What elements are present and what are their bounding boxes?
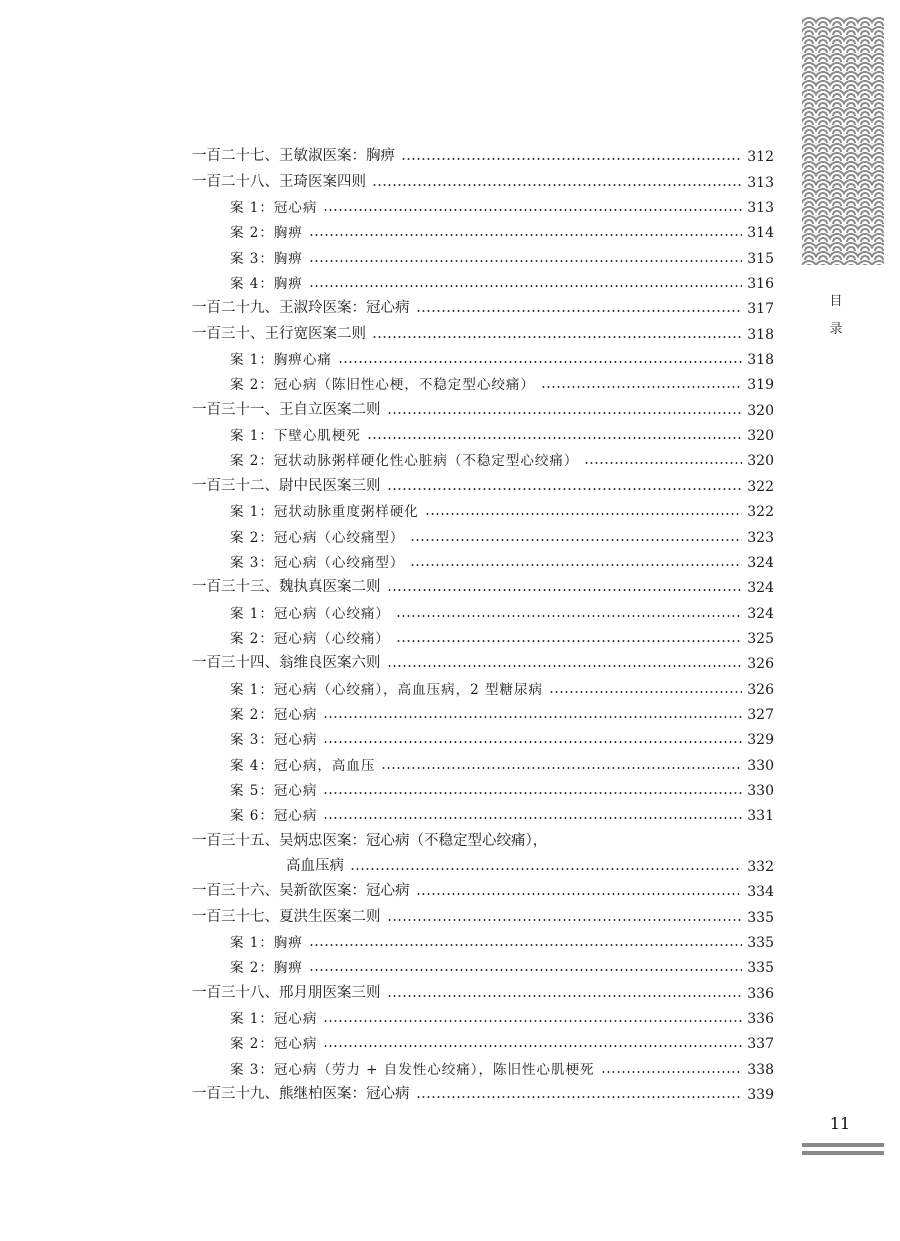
toc-entry	[192, 571, 774, 596]
toc-entry	[192, 267, 774, 292]
toc-entry-page: 337	[747, 1036, 774, 1053]
toc-entry-page: 326	[747, 681, 774, 698]
toc-entry-title: 案 1：胸痹心痛	[230, 352, 332, 369]
toc-entry	[192, 317, 774, 342]
toc-entry-page: 320	[747, 402, 774, 419]
toc-entry-page: 317	[747, 301, 774, 318]
toc-entry-title: 一百二十九、王淑玲医案：冠心病	[192, 300, 410, 317]
toc-entry-page: 320	[747, 428, 774, 445]
toc-entry-title: 一百三十二、尉中民医案三则	[192, 477, 381, 494]
toc-entry-page: 330	[747, 782, 774, 799]
toc-leader-dots	[338, 361, 742, 363]
toc-entry	[192, 824, 774, 849]
toc-entry	[192, 723, 774, 748]
toc-leader-dots	[387, 919, 743, 921]
toc-entry-page: 318	[747, 352, 774, 369]
toc-leader-dots	[309, 969, 742, 971]
toc-entry-title: 案 2：冠心病	[230, 706, 318, 723]
toc-leader-dots	[416, 1096, 743, 1098]
toc-entry-page: 322	[747, 504, 774, 521]
toc-entry	[192, 1002, 774, 1027]
toc-entry	[192, 926, 774, 951]
toc-entry	[192, 165, 774, 190]
toc-entry	[192, 140, 774, 165]
toc-leader-dots	[396, 640, 742, 642]
toc-entry	[192, 1027, 774, 1052]
toc-entry	[192, 393, 774, 418]
toc-entry-page: 336	[747, 1011, 774, 1028]
toc-entry-page: 335	[747, 960, 774, 977]
toc-leader-dots	[323, 1020, 742, 1022]
toc-entry-title: 案 4：冠心病，高血压	[230, 757, 376, 774]
toc-entry	[192, 850, 774, 875]
toc-entry-page: 326	[747, 656, 774, 673]
toc-entry	[192, 875, 774, 900]
toc-entry	[192, 343, 774, 368]
toc-entry-title: 案 2：冠心病（心绞痛）	[230, 630, 390, 647]
toc-entry	[192, 976, 774, 1001]
toc-entry-page: 320	[747, 453, 774, 470]
toc-entry	[192, 368, 774, 393]
decorative-wave-pattern	[802, 17, 884, 265]
toc-entry	[192, 1078, 774, 1103]
toc-leader-dots	[309, 260, 742, 262]
toc-leader-dots	[410, 539, 742, 541]
toc-entry-page: 327	[747, 706, 774, 723]
toc-leader-dots	[416, 310, 743, 312]
toc-entry	[192, 292, 774, 317]
toc-entry	[192, 799, 774, 824]
toc-entry-page: 330	[747, 757, 774, 774]
toc-leader-dots	[387, 488, 743, 490]
toc-leader-dots	[601, 1071, 742, 1073]
toc-entry-page: 319	[747, 377, 774, 394]
toc-entry-page: 313	[747, 200, 774, 217]
toc-entry-title: 案 1：冠心病（心绞痛），高血压病，2 型糖尿病	[230, 681, 544, 698]
toc-entry-page: 323	[747, 529, 774, 546]
toc-entry-page: 314	[747, 225, 774, 242]
toc-leader-dots	[350, 868, 742, 870]
toc-entry-title: 一百三十六、吴新欲医案：冠心病	[192, 883, 410, 900]
toc-leader-dots	[584, 462, 742, 464]
toc-leader-dots	[372, 336, 742, 338]
toc-entry-title: 一百三十五、吴炳忠医案：冠心病（不稳定型心绞痛），	[192, 832, 548, 849]
toc-entry-title: 一百三十七、夏洪生医案二则	[192, 908, 381, 925]
toc-entry-page: 313	[747, 174, 774, 191]
toc-leader-dots	[425, 513, 742, 515]
toc-entry	[192, 647, 774, 672]
toc-leader-dots	[381, 767, 742, 769]
toc-entry	[192, 672, 774, 697]
toc-entry-page: 324	[747, 580, 774, 597]
toc-leader-dots	[396, 615, 742, 617]
toc-entry-title: 案 1：冠状动脉重度粥样硬化	[230, 504, 419, 521]
toc-leader-dots	[387, 995, 743, 997]
toc-leader-dots	[309, 944, 742, 946]
toc-leader-dots	[323, 716, 742, 718]
toc-leader-dots	[323, 741, 742, 743]
toc-entry	[192, 596, 774, 621]
toc-entry-page: 318	[747, 326, 774, 343]
page-number: 11	[829, 1114, 851, 1133]
toc-leader-dots	[309, 234, 742, 236]
toc-entry-page: 335	[747, 935, 774, 951]
section-label: 目 录	[829, 294, 843, 337]
toc-entry-title: 一百三十八、邢月朋医案三则	[192, 984, 381, 1001]
toc-entry-page: 339	[747, 1087, 774, 1104]
toc-entry-page: 322	[747, 478, 774, 495]
toc-entry-title: 案 2：胸痹	[230, 960, 303, 977]
toc-leader-dots	[416, 893, 743, 895]
toc-entry-title: 案 3：冠心病（劳力 + 自发性心绞痛），陈旧性心肌梗死	[230, 1061, 595, 1078]
toc-entry-title: 案 1：下壁心肌梗死	[230, 428, 361, 445]
toc-leader-dots	[549, 691, 742, 693]
table-of-contents	[192, 140, 774, 1103]
toc-entry-title: 一百二十八、王琦医案四则	[192, 173, 366, 190]
toc-entry-page: 325	[747, 630, 774, 647]
toc-leader-dots	[367, 437, 742, 439]
toc-leader-dots	[323, 209, 742, 211]
toc-leader-dots	[387, 589, 743, 591]
toc-entry	[192, 191, 774, 216]
toc-entry-title: 高血压病	[286, 857, 344, 874]
toc-entry-title: 案 1：冠心病	[230, 1011, 318, 1028]
toc-entry-title: 一百二十七、王敏淑医案：胸痹	[192, 148, 395, 165]
toc-entry	[192, 546, 774, 571]
toc-leader-dots	[323, 817, 742, 819]
toc-entry-page: 316	[747, 276, 774, 293]
toc-entry-title: 案 6：冠心病	[230, 808, 318, 825]
toc-entry-page: 315	[747, 250, 774, 267]
toc-entry-title: 一百三十九、熊继柏医案：冠心病	[192, 1086, 410, 1103]
toc-entry	[192, 444, 774, 469]
toc-entry-title: 案 1：冠心病	[230, 200, 318, 217]
toc-leader-dots	[372, 184, 742, 186]
toc-entry	[192, 900, 774, 925]
toc-entry	[192, 419, 774, 444]
toc-entry-page: 329	[747, 732, 774, 749]
toc-entry	[192, 469, 774, 494]
toc-leader-dots	[387, 665, 743, 667]
toc-leader-dots	[309, 285, 742, 287]
toc-entry-page: 336	[747, 985, 774, 1002]
toc-entry-title: 一百三十四、翁维良医案六则	[192, 655, 381, 672]
toc-leader-dots	[323, 1045, 742, 1047]
toc-leader-dots	[410, 564, 742, 566]
toc-leader-dots	[401, 158, 742, 160]
toc-entry	[192, 774, 774, 799]
toc-entry-title: 一百三十、王行宽医案二则	[192, 325, 366, 342]
toc-entry-page: 331	[747, 808, 774, 825]
toc-entry-title: 案 5：冠心病	[230, 782, 318, 799]
toc-entry-title: 案 3：冠心病（心绞痛型）	[230, 554, 405, 571]
toc-entry-title: 案 2：冠心病	[230, 1036, 318, 1053]
toc-entry-page: 335	[747, 909, 774, 926]
toc-entry-page: 312	[747, 149, 774, 166]
toc-entry-title: 案 1：胸痹	[230, 935, 303, 951]
toc-entry	[192, 622, 774, 647]
toc-entry-page: 324	[747, 605, 774, 622]
toc-entry-page: 338	[747, 1061, 774, 1078]
toc-entry	[192, 241, 774, 266]
toc-entry-title: 案 2：冠心病（心绞痛型）	[230, 529, 405, 546]
toc-entry-title: 案 2：胸痹	[230, 225, 303, 242]
toc-entry-title: 一百三十三、魏执真医案二则	[192, 579, 381, 596]
toc-entry	[192, 698, 774, 723]
toc-leader-dots	[541, 386, 742, 388]
toc-entry-title: 一百三十一、王自立医案二则	[192, 401, 381, 418]
toc-entry	[192, 1052, 774, 1077]
toc-entry-title: 案 4：胸痹	[230, 276, 303, 293]
toc-entry-title: 案 3：胸痹	[230, 250, 303, 267]
toc-entry-title: 案 1：冠心病（心绞痛）	[230, 605, 390, 622]
toc-entry-page: 332	[747, 858, 774, 875]
toc-entry-title: 案 3：冠心病	[230, 732, 318, 749]
toc-entry	[192, 951, 774, 976]
toc-entry	[192, 748, 774, 773]
toc-entry-page: 334	[747, 884, 774, 901]
toc-entry	[192, 520, 774, 545]
toc-leader-dots	[387, 412, 743, 414]
toc-entry-title: 案 2：冠状动脉粥样硬化性心脏病（不稳定型心绞痛）	[230, 453, 579, 470]
decorative-bars	[802, 1143, 884, 1159]
toc-entry	[192, 495, 774, 520]
toc-entry-title: 案 2：冠心病（陈旧性心梗，不稳定型心绞痛）	[230, 377, 535, 394]
toc-entry-page: 324	[747, 554, 774, 571]
toc-leader-dots	[323, 792, 742, 794]
toc-entry	[192, 216, 774, 241]
